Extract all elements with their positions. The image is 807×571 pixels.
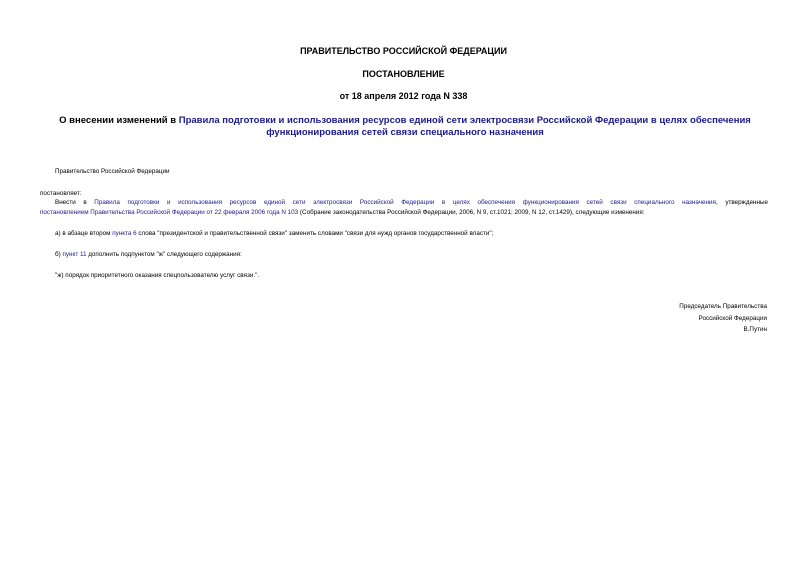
- main-p1-prefix: Внести в: [55, 199, 95, 206]
- main-p2-suffix: (Собрание законодательства Российской Федерации, 2006, N 9, ст.1021; 2009, N 12, ст.1429), следующие изменения:: [298, 209, 645, 216]
- item-zh-paragraph: "ж) порядок приоритетного оказания спецпользователю услуг связи.".: [55, 272, 260, 279]
- signature-block: [679, 301, 767, 336]
- main-paragraph-line2: [40, 208, 645, 219]
- issuer-paragraph: Правительство Российской Федерации: [55, 168, 170, 175]
- signature-line-3: В.Путин: [743, 326, 767, 333]
- resolves-paragraph: постановляет:: [40, 190, 82, 197]
- resolution-103-link[interactable]: постановлением Правительства Российской Федерации от 22 февраля 2006 года N 103: [40, 209, 299, 216]
- item-a-suffix: слова "президентской и правительственной связи" заменить словами "связи для нужд органов государственной власти";: [136, 230, 494, 237]
- item-b-prefix: б): [55, 251, 63, 258]
- item-b-suffix: дополнить подпунктом "ж" следующего содержания:: [86, 251, 242, 258]
- government-heading: ПРАВИТЕЛЬСТВО РОССИЙСКОЙ ФЕДЕРАЦИИ: [300, 46, 507, 56]
- main-rules-link[interactable]: Правила подготовки и использования ресурсов единой сети электросвязи Российской Федерации в целях обеспечения функционирования сетей связи специального назначения: [94, 199, 716, 206]
- title-prefix: О внесении изменений в: [59, 115, 179, 126]
- title-rules-link[interactable]: Правила подготовки и использования ресурсов единой сети электросвязи Российской Федерации в целях обеспечения функционирования сетей связи специального назначения: [178, 115, 751, 138]
- item-b-paragraph: [55, 250, 242, 261]
- signature-line-2: Российской Федерации: [698, 314, 767, 322]
- document-type-heading: ПОСТАНОВЛЕНИЕ: [362, 69, 445, 79]
- main-p1-suffix: , утвержденные: [715, 199, 769, 206]
- item-a-prefix: а) в абзаце втором: [55, 230, 113, 237]
- clause-11-link[interactable]: пункт 11: [62, 251, 87, 258]
- signature-line-1: Председатель Правительства: [679, 303, 767, 310]
- clause-6-link[interactable]: пункта 6: [112, 230, 137, 237]
- date-number-heading: от 18 апреля 2012 года N 338: [339, 91, 468, 101]
- main-paragraph-line1: [40, 198, 768, 209]
- document-title: [40, 115, 770, 139]
- item-a-paragraph: [55, 229, 493, 240]
